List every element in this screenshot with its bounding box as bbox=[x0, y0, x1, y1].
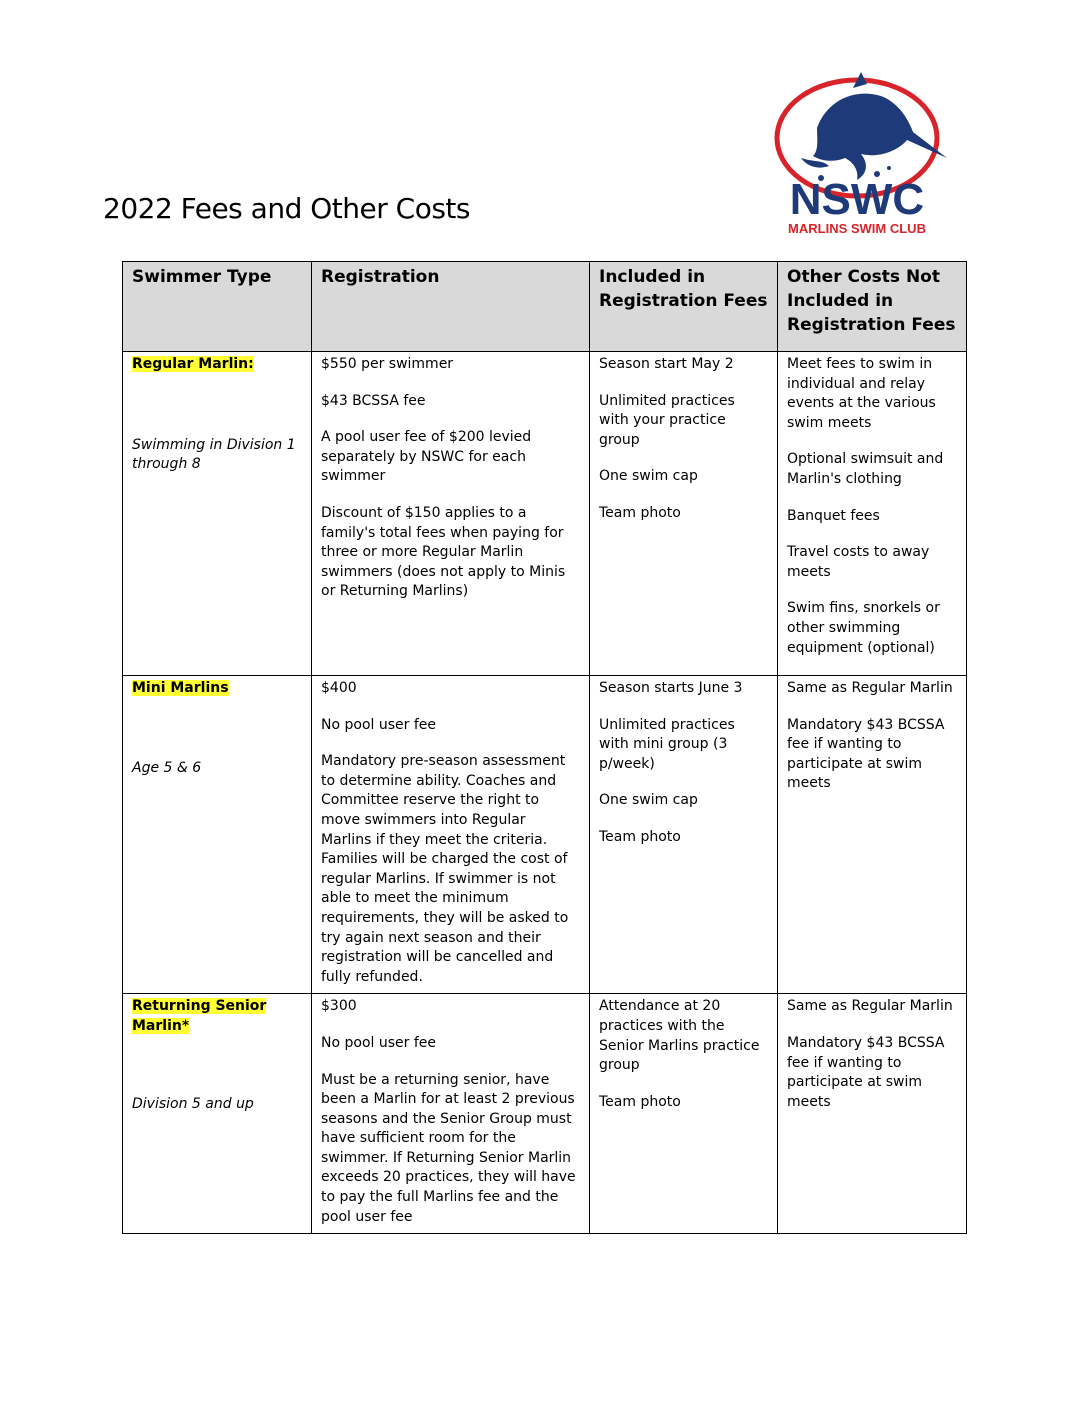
logo-subtitle: MARLINS SWIM CLUB bbox=[788, 221, 926, 236]
registration-item: Must be a returning senior, have been a Marlin for at least 2 previous seasons and the Senior Group must have sufficient room for the swimmer. If Returning Senior Marlin exceeds 20 practices, they will have to pay the full Marlins fee and the pool user fee bbox=[321, 1071, 576, 1225]
included-cell bbox=[590, 352, 778, 676]
header-other-costs: Other Costs Not Included in Registration Fees bbox=[778, 262, 967, 352]
other-cost-item: Banquet fees bbox=[787, 507, 880, 524]
other-cost-item: Same as Regular Marlin bbox=[787, 680, 953, 696]
other-cost-item: Mandatory $43 BCSSA fee if wanting to participate at swim meets bbox=[787, 716, 945, 792]
registration-item: No pool user fee bbox=[321, 1034, 436, 1051]
other-costs-cell bbox=[778, 994, 967, 1234]
included-cell bbox=[590, 994, 778, 1234]
registration-item: $550 per swimmer bbox=[321, 356, 454, 372]
swimmer-type-label: Mini Marlins bbox=[132, 680, 229, 696]
registration-item: $43 BCSSA fee bbox=[321, 392, 426, 409]
marlin-icon bbox=[801, 72, 947, 181]
header-swimmer-type: Swimmer Type bbox=[123, 262, 312, 352]
swimmer-type-subtitle: Swimming in Division 1 through 8 bbox=[132, 436, 296, 473]
other-cost-item: Optional swimsuit and Marlin's clothing bbox=[787, 451, 944, 487]
registration-item: $400 bbox=[321, 680, 357, 696]
table-row-mini-marlins bbox=[123, 676, 967, 994]
swimmer-type-cell bbox=[123, 676, 312, 994]
registration-item: $300 bbox=[321, 998, 357, 1015]
included-item: One swim cap bbox=[599, 468, 698, 485]
header-registration: Registration bbox=[312, 262, 590, 352]
registration-item: No pool user fee bbox=[321, 716, 436, 733]
other-cost-item: Meet fees to swim in individual and relay events at the various swim meets bbox=[787, 356, 936, 431]
other-costs-cell bbox=[778, 676, 967, 994]
swimmer-type-label: Regular Marlin: bbox=[132, 356, 254, 372]
other-costs-cell bbox=[778, 352, 967, 676]
other-cost-item: Swim fins, snorkels or other swimming equipment (optional) bbox=[787, 600, 940, 656]
included-item: Unlimited practices with mini group (3 p/week) bbox=[599, 716, 735, 772]
swimmer-type-label: Returning Senior Marlin* bbox=[132, 998, 267, 1034]
header-included: Included in Registration Fees bbox=[590, 262, 778, 352]
nswc-marlin-logo bbox=[757, 66, 957, 238]
included-item: Season starts June 3 bbox=[599, 680, 743, 696]
other-cost-item: Travel costs to away meets bbox=[787, 544, 930, 580]
page-title: 2022 Fees and Other Costs bbox=[103, 192, 470, 225]
included-item: Team photo bbox=[599, 828, 681, 845]
swimmer-type-cell bbox=[123, 352, 312, 676]
table-row-regular-marlin bbox=[123, 352, 967, 676]
included-item: Unlimited practices with your practice group bbox=[599, 392, 735, 448]
registration-cell bbox=[312, 994, 590, 1234]
included-cell bbox=[590, 676, 778, 994]
registration-item: Discount of $150 applies to a family's total fees when paying for three or more Regular Marlin swimmers (does not apply to Minis or Returning Marlins) bbox=[321, 504, 566, 600]
registration-item: Mandatory pre-season assessment to determine ability. Coaches and Committee reserve the right to move swimmers into Regular Marlins if they meet the criteria. Families will be charged the cost of regular Marlins. If swimmer is not able to meet the minimum requirements, they will be asked to try again next season and their registration will be cancelled and fully refunded. bbox=[321, 753, 569, 985]
registration-cell bbox=[312, 352, 590, 676]
swimmer-type-subtitle: Division 5 and up bbox=[132, 1095, 254, 1112]
included-item: Team photo bbox=[599, 504, 681, 521]
registration-item: A pool user fee of $200 levied separately by NSWC for each swimmer bbox=[321, 429, 532, 485]
other-cost-item: Same as Regular Marlin bbox=[787, 998, 953, 1015]
included-item: Attendance at 20 practices with the Senior Marlins practice group bbox=[599, 998, 760, 1074]
table-row-returning-senior bbox=[123, 994, 967, 1234]
swimmer-type-subtitle: Age 5 & 6 bbox=[132, 759, 202, 776]
included-item: Season start May 2 bbox=[599, 356, 734, 372]
fees-table bbox=[122, 261, 967, 1234]
included-item: One swim cap bbox=[599, 792, 698, 809]
registration-cell bbox=[312, 676, 590, 994]
included-item: Team photo bbox=[599, 1093, 681, 1110]
table-header-row bbox=[123, 262, 967, 352]
swimmer-type-cell bbox=[123, 994, 312, 1234]
logo-wordmark: NSWC bbox=[789, 175, 925, 224]
other-cost-item: Mandatory $43 BCSSA fee if wanting to participate at swim meets bbox=[787, 1034, 945, 1110]
